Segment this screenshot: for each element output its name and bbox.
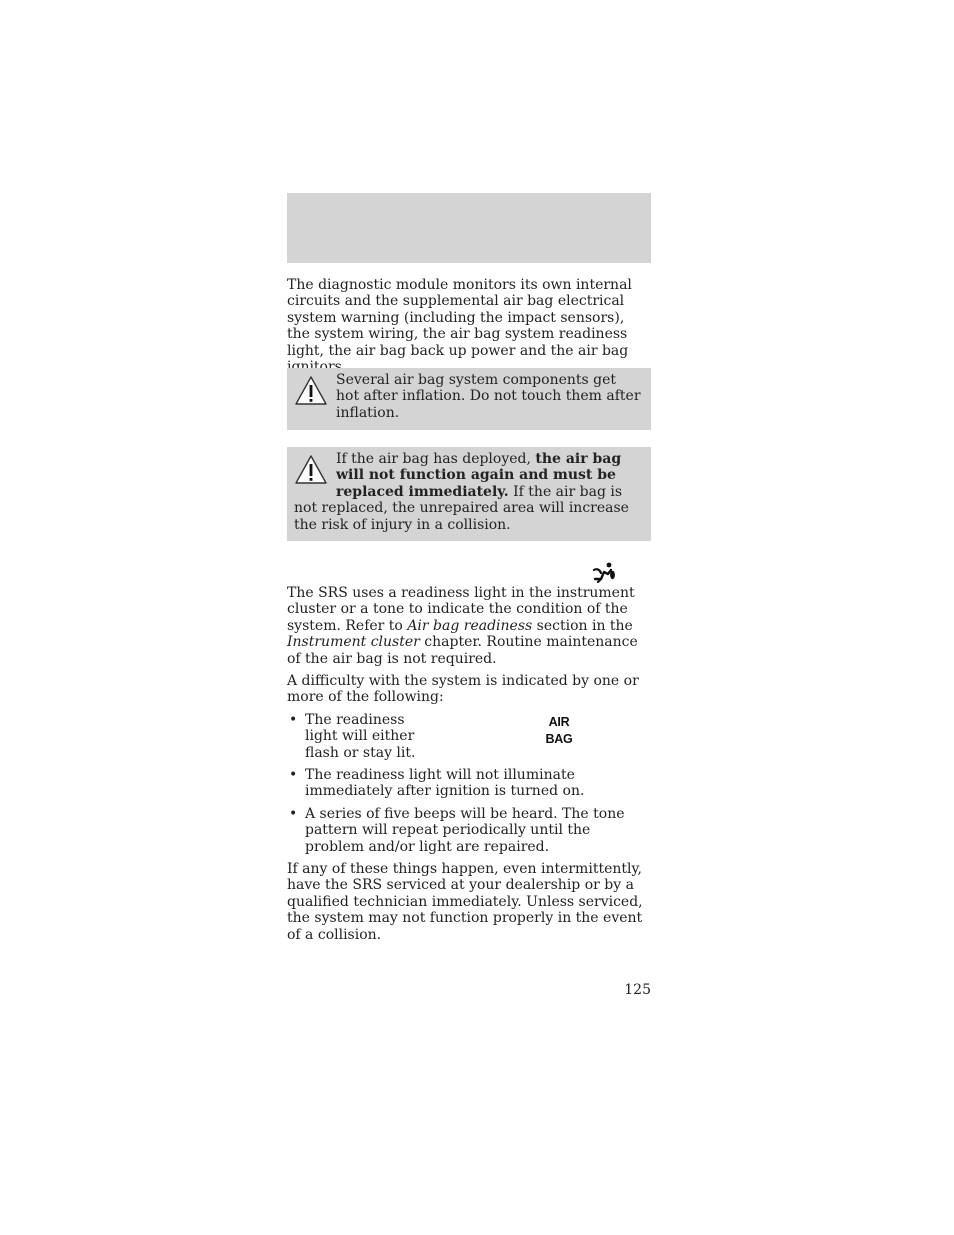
warning-triangle-icon bbox=[294, 453, 328, 487]
symptom-list bbox=[287, 712, 651, 761]
warning2-text: If the air bag has deployed, the air bag will not function again and must be replaced immediately. If the air bag is not replaced, the unrepaired area will increase the risk of injury in a collision. bbox=[294, 451, 629, 533]
page-number: 125 bbox=[624, 982, 651, 998]
difficulty-intro: A difficulty with the system is indicated by one or more of the following: bbox=[287, 673, 639, 706]
srs-paragraph: The SRS uses a readiness light in the instrument cluster or a tone to indicate the condition of the system. Refer to Air bag readiness section in the Instrument cluster chapter. Routine maintenance of the air bag is not required. bbox=[287, 585, 638, 667]
airbag-lamp-line2: BAG bbox=[545, 732, 573, 746]
symptom-list bbox=[287, 767, 651, 800]
warning-triangle-icon bbox=[294, 374, 328, 408]
airbag-lamp-line1: AIR bbox=[548, 715, 570, 729]
list-item: • A series of five beeps will be heard. The tone pattern will repeat periodically until the problem and/or light are repaired. bbox=[287, 806, 651, 855]
airbag-readiness-light-icon bbox=[542, 714, 576, 748]
symptom-list bbox=[287, 806, 651, 855]
airbag-seated-person-icon bbox=[592, 561, 616, 583]
warning-box-hot-components bbox=[287, 368, 651, 430]
warning1-text: Several air bag system components get hot after inflation. Do not touch them after inflation. bbox=[336, 372, 641, 421]
warning-box-replace-airbag bbox=[287, 447, 651, 541]
list-item: • The readiness light will not illuminate immediately after ignition is turned on. bbox=[287, 767, 651, 800]
closing-paragraph: If any of these things happen, even intermittently, have the SRS serviced at your dealership or by a qualified technician immediately. Unless serviced, the system may not function properly in the event of a collision. bbox=[287, 861, 643, 943]
intro-paragraph: The diagnostic module monitors its own internal circuits and the supplemental air bag electrical system warning (including the impact sensors), the system wiring, the air bag system readiness light, the air bag back up power and the air bag bbox=[287, 277, 632, 359]
list-item: • The readiness light will either flash or stay lit. bbox=[287, 712, 437, 761]
section-header-band bbox=[287, 193, 651, 263]
